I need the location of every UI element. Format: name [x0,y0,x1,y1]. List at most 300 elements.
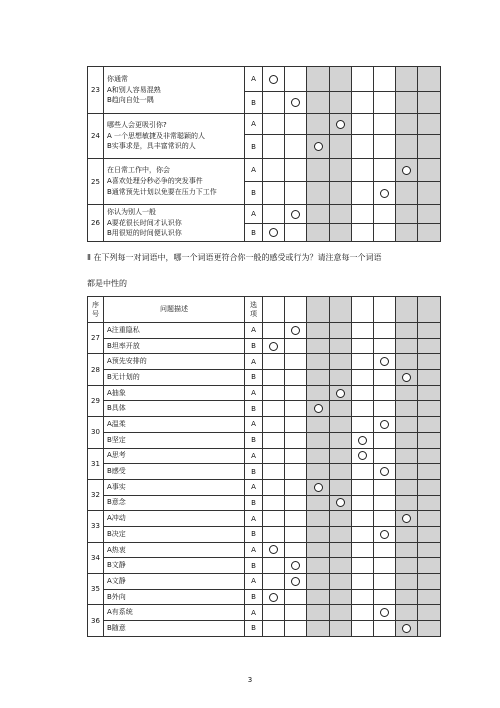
answer-cell[interactable] [418,542,441,558]
selected-circle-icon [380,189,389,198]
question-number: 33 [88,511,104,542]
answer-cell[interactable] [418,479,441,495]
answer-cell[interactable] [396,574,418,590]
answer-cell[interactable] [330,354,352,370]
answer-cell[interactable] [307,338,330,354]
answer-cell[interactable] [374,558,396,574]
answer-cell[interactable] [330,495,352,511]
answer-cell[interactable] [352,114,374,135]
answer-cell[interactable] [418,464,441,480]
answer-cell[interactable] [352,574,374,590]
answer-cell[interactable] [396,67,418,92]
answer-cell[interactable] [263,370,285,386]
option-b-text: B坚定 [104,432,245,448]
answer-cell[interactable] [330,542,352,558]
answer-cell[interactable] [396,370,418,386]
answer-cell[interactable] [263,432,285,448]
question-number: 31 [88,448,104,479]
answer-cell[interactable] [396,605,418,621]
answer-cell[interactable] [285,114,307,135]
answer-cell[interactable] [418,92,441,114]
header-cell [330,297,352,323]
answer-cell[interactable] [263,448,285,464]
answer-cell[interactable] [352,205,374,224]
answer-cell[interactable] [285,354,307,370]
option-a-text: A有系统 [104,605,245,621]
option-label: B [245,495,263,511]
question-number: 36 [88,605,104,636]
selected-circle-icon [380,608,389,617]
answer-cell[interactable] [285,448,307,464]
description-line: A和别人容易混熟 [107,85,161,94]
answer-cell[interactable] [396,385,418,401]
answer-cell[interactable] [418,182,441,205]
answer-cell[interactable] [374,135,396,159]
question-number: 28 [88,354,104,385]
table-row [88,401,441,417]
answer-cell[interactable] [330,401,352,417]
answer-cell[interactable] [285,495,307,511]
answer-cell[interactable] [307,574,330,590]
table-row [88,558,441,574]
answer-cell[interactable] [330,574,352,590]
answer-cell[interactable] [374,205,396,224]
option-label: B [245,432,263,448]
answer-cell[interactable] [330,621,352,637]
answer-cell[interactable] [307,526,330,542]
answer-cell[interactable] [285,182,307,205]
answer-cell[interactable] [418,448,441,464]
header-seq: 序 号 [88,297,104,323]
answer-cell[interactable] [330,370,352,386]
questionnaire-table-1 [87,66,441,242]
answer-cell[interactable] [330,464,352,480]
answer-cell[interactable] [285,526,307,542]
answer-cell[interactable] [307,432,330,448]
answer-cell[interactable] [263,605,285,621]
answer-cell[interactable] [263,354,285,370]
table-row [88,605,441,621]
answer-cell[interactable] [352,67,374,92]
header-cell [263,297,285,323]
answer-cell[interactable] [396,417,418,433]
answer-cell[interactable] [418,495,441,511]
answer-cell[interactable] [374,589,396,605]
answer-cell[interactable] [352,338,374,354]
answer-cell[interactable] [352,135,374,159]
answer-cell[interactable] [374,526,396,542]
selected-circle-icon [269,545,278,554]
answer-cell[interactable] [374,92,396,114]
answer-cell[interactable] [374,182,396,205]
answer-cell[interactable] [285,67,307,92]
selected-circle-icon [402,624,411,633]
answer-cell[interactable] [352,621,374,637]
answer-cell[interactable] [307,417,330,433]
answer-cell[interactable] [352,385,374,401]
answer-cell[interactable] [352,354,374,370]
answer-cell[interactable] [352,323,374,339]
answer-cell[interactable] [285,224,307,242]
answer-cell[interactable] [374,574,396,590]
option-label: A [245,67,263,92]
table-row [88,67,441,92]
answer-cell[interactable] [263,479,285,495]
selected-circle-icon [314,404,323,413]
answer-cell[interactable] [352,159,374,182]
answer-cell[interactable] [396,401,418,417]
selected-circle-icon [336,498,345,507]
answer-cell[interactable] [418,526,441,542]
answer-cell[interactable] [263,401,285,417]
table-row [88,354,441,370]
answer-cell[interactable] [307,558,330,574]
answer-cell[interactable] [374,224,396,242]
table-row [88,479,441,495]
answer-cell[interactable] [307,621,330,637]
answer-cell[interactable] [396,464,418,480]
answer-cell[interactable] [330,526,352,542]
answer-cell[interactable] [374,354,396,370]
answer-cell[interactable] [374,479,396,495]
header-cell [418,297,441,323]
answer-cell[interactable] [418,370,441,386]
selected-circle-icon [269,75,278,84]
table-row [88,542,441,558]
answer-cell[interactable] [263,135,285,159]
option-b-text: B外向 [104,589,245,605]
answer-cell[interactable] [330,417,352,433]
answer-cell[interactable] [330,67,352,92]
option-label: A [245,605,263,621]
selected-circle-icon [402,373,411,382]
answer-cell[interactable] [307,464,330,480]
answer-cell[interactable] [263,464,285,480]
answer-cell[interactable] [418,114,441,135]
option-b-text: B无计划的 [104,370,245,386]
selected-circle-icon [291,326,300,335]
answer-cell[interactable] [285,385,307,401]
answer-cell[interactable] [307,589,330,605]
answer-cell[interactable] [307,114,330,135]
page-number: 3 [247,676,253,684]
option-a-text: A注重隐私 [104,323,245,339]
answer-cell[interactable] [374,67,396,92]
answer-cell[interactable] [352,558,374,574]
answer-cell[interactable] [285,542,307,558]
answer-cell[interactable] [374,495,396,511]
question-number: 30 [88,417,104,448]
option-label: A [245,542,263,558]
answer-cell[interactable] [330,448,352,464]
answer-cell[interactable] [330,135,352,159]
answer-cell[interactable] [418,159,441,182]
answer-cell[interactable] [285,511,307,527]
answer-cell[interactable] [418,432,441,448]
answer-cell[interactable] [263,385,285,401]
answer-cell[interactable] [396,479,418,495]
answer-cell[interactable] [263,114,285,135]
answer-cell[interactable] [330,159,352,182]
answer-cell[interactable] [396,621,418,637]
answer-cell[interactable] [418,135,441,159]
answer-cell[interactable] [352,495,374,511]
answer-cell[interactable] [352,182,374,205]
option-label: A [245,205,263,224]
question-number: 29 [88,385,104,416]
answer-cell[interactable] [330,479,352,495]
answer-cell[interactable] [418,417,441,433]
answer-cell[interactable] [418,205,441,224]
description-line: 你通常 [107,74,128,83]
answer-cell[interactable] [396,495,418,511]
selected-circle-icon [358,436,367,445]
question-description [104,205,245,242]
selected-circle-icon [336,389,345,398]
answer-cell[interactable] [352,605,374,621]
answer-cell[interactable] [396,135,418,159]
description-line: 在日常工作中，你会 [107,166,170,175]
answer-cell[interactable] [374,114,396,135]
answer-cell[interactable] [285,401,307,417]
answer-cell[interactable] [352,464,374,480]
answer-cell[interactable] [263,159,285,182]
selected-circle-icon [314,142,323,151]
option-label: B [245,182,263,205]
answer-cell[interactable] [374,385,396,401]
answer-cell[interactable] [418,338,441,354]
answer-cell[interactable] [352,432,374,448]
answer-cell[interactable] [263,224,285,242]
answer-cell[interactable] [418,511,441,527]
answer-cell[interactable] [374,401,396,417]
answer-cell[interactable] [263,182,285,205]
answer-cell[interactable] [352,511,374,527]
answer-cell[interactable] [307,67,330,92]
answer-cell[interactable] [307,135,330,159]
answer-cell[interactable] [330,558,352,574]
answer-cell[interactable] [374,338,396,354]
answer-cell[interactable] [263,323,285,339]
answer-cell[interactable] [352,448,374,464]
answer-cell[interactable] [374,370,396,386]
answer-cell[interactable] [418,385,441,401]
answer-cell[interactable] [330,605,352,621]
answer-cell[interactable] [396,542,418,558]
answer-cell[interactable] [307,448,330,464]
answer-cell[interactable] [374,464,396,480]
answer-cell[interactable] [307,370,330,386]
answer-cell[interactable] [396,511,418,527]
answer-cell[interactable] [396,323,418,339]
answer-cell[interactable] [285,417,307,433]
answer-cell[interactable] [285,589,307,605]
selected-circle-icon [291,577,300,586]
answer-cell[interactable] [418,354,441,370]
answer-cell[interactable] [352,224,374,242]
question-number: 23 [88,67,104,114]
answer-cell[interactable] [352,401,374,417]
instruction-line-1: Ⅱ 在下列每一对词语中，哪一个词语更符合你一般的感受或行为？请注意每一个词语 [87,253,382,262]
option-label: B [245,401,263,417]
option-label: A [245,479,263,495]
option-a-text: A热衷 [104,542,245,558]
option-a-text: A温柔 [104,417,245,433]
answer-cell[interactable] [285,323,307,339]
table-row [88,417,441,433]
answer-cell[interactable] [396,205,418,224]
answer-cell[interactable] [307,92,330,114]
answer-cell[interactable] [263,574,285,590]
option-label: B [245,589,263,605]
answer-cell[interactable] [330,323,352,339]
answer-cell[interactable] [396,432,418,448]
answer-cell[interactable] [285,432,307,448]
answer-cell[interactable] [352,92,374,114]
answer-cell[interactable] [396,159,418,182]
answer-cell[interactable] [352,589,374,605]
answer-cell[interactable] [307,511,330,527]
option-label: A [245,159,263,182]
answer-cell[interactable] [263,417,285,433]
answer-cell[interactable] [418,67,441,92]
description-line: 你认为别人一般 [107,207,156,216]
header-cell [285,297,307,323]
answer-cell[interactable] [374,511,396,527]
selected-circle-icon [380,357,389,366]
answer-cell[interactable] [396,354,418,370]
answer-cell[interactable] [263,542,285,558]
answer-cell[interactable] [352,542,374,558]
answer-cell[interactable] [307,224,330,242]
answer-cell[interactable] [418,605,441,621]
answer-cell[interactable] [352,479,374,495]
header-cell [352,297,374,323]
answer-cell[interactable] [374,605,396,621]
answer-cell[interactable] [396,92,418,114]
option-a-text: A思考 [104,448,245,464]
answer-cell[interactable] [307,323,330,339]
answer-cell[interactable] [352,370,374,386]
answer-cell[interactable] [418,323,441,339]
answer-cell[interactable] [418,574,441,590]
table-row [88,432,441,448]
answer-cell[interactable] [396,589,418,605]
answer-cell[interactable] [285,205,307,224]
answer-cell[interactable] [418,401,441,417]
answer-cell[interactable] [418,621,441,637]
answer-cell[interactable] [285,92,307,114]
answer-cell[interactable] [396,558,418,574]
answer-cell[interactable] [374,542,396,558]
answer-cell[interactable] [307,385,330,401]
selected-circle-icon [291,98,300,107]
answer-cell[interactable] [263,338,285,354]
answer-cell[interactable] [285,338,307,354]
answer-cell[interactable] [352,417,374,433]
table-row [88,323,441,339]
answer-cell[interactable] [285,558,307,574]
answer-cell[interactable] [396,182,418,205]
answer-cell[interactable] [374,323,396,339]
answer-cell[interactable] [396,338,418,354]
table-row [88,526,441,542]
answer-cell[interactable] [307,495,330,511]
answer-cell[interactable] [374,448,396,464]
answer-cell[interactable] [396,114,418,135]
answer-cell[interactable] [263,511,285,527]
answer-cell[interactable] [330,511,352,527]
answer-cell[interactable] [307,205,330,224]
answer-cell[interactable] [263,526,285,542]
answer-cell[interactable] [330,432,352,448]
table-row [88,495,441,511]
answer-cell[interactable] [285,605,307,621]
answer-cell[interactable] [307,182,330,205]
description-line: B实事求是，具丰富常识的人 [107,142,196,151]
answer-cell[interactable] [285,479,307,495]
answer-cell[interactable] [263,92,285,114]
answer-cell[interactable] [285,159,307,182]
answer-cell[interactable] [307,479,330,495]
option-a-text: A抽象 [104,385,245,401]
answer-cell[interactable] [330,114,352,135]
answer-cell[interactable] [330,92,352,114]
answer-cell[interactable] [396,224,418,242]
answer-cell[interactable] [330,205,352,224]
answer-cell[interactable] [418,224,441,242]
answer-cell[interactable] [263,558,285,574]
answer-cell[interactable] [307,354,330,370]
answer-cell[interactable] [374,159,396,182]
answer-cell[interactable] [263,67,285,92]
option-label: A [245,114,263,135]
answer-cell[interactable] [330,589,352,605]
answer-cell[interactable] [285,464,307,480]
answer-cell[interactable] [418,589,441,605]
answer-cell[interactable] [396,526,418,542]
answer-cell[interactable] [263,621,285,637]
option-b-text: B坦率开放 [104,338,245,354]
answer-cell[interactable] [285,574,307,590]
answer-cell[interactable] [352,526,374,542]
answer-cell[interactable] [263,205,285,224]
question-description [104,159,245,205]
answer-cell[interactable] [330,385,352,401]
answer-cell[interactable] [285,370,307,386]
answer-cell[interactable] [285,135,307,159]
answer-cell[interactable] [307,542,330,558]
option-b-text: B感受 [104,464,245,480]
answer-cell[interactable] [374,417,396,433]
answer-cell[interactable] [307,605,330,621]
answer-cell[interactable] [330,338,352,354]
answer-cell[interactable] [330,224,352,242]
answer-cell[interactable] [396,448,418,464]
selected-circle-icon [291,561,300,570]
instruction-line-2: 都是中性的 [87,279,127,288]
table-row [88,621,441,637]
answer-cell[interactable] [418,558,441,574]
answer-cell[interactable] [307,159,330,182]
answer-cell[interactable] [374,432,396,448]
answer-cell[interactable] [263,495,285,511]
answer-cell[interactable] [307,401,330,417]
answer-cell[interactable] [330,182,352,205]
answer-cell[interactable] [263,589,285,605]
answer-cell[interactable] [285,621,307,637]
answer-cell[interactable] [374,621,396,637]
